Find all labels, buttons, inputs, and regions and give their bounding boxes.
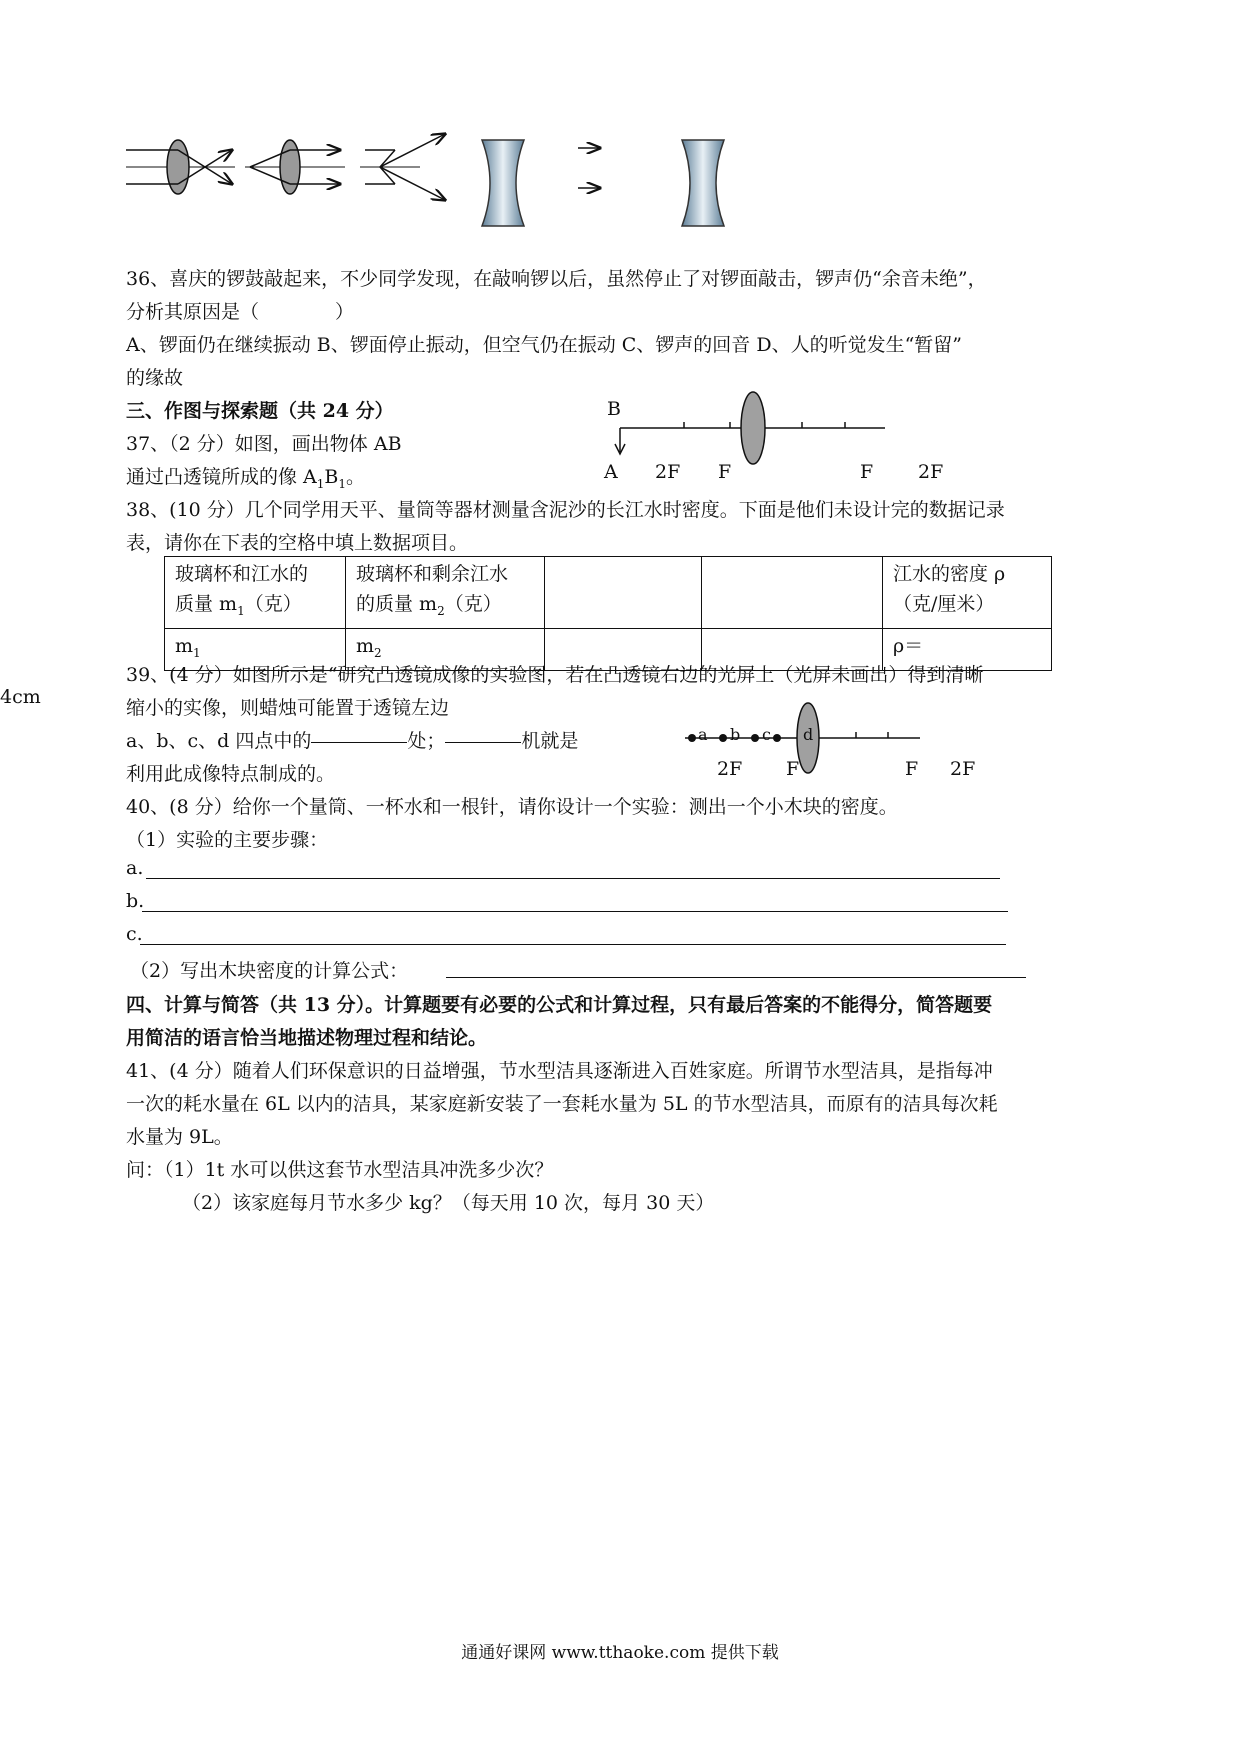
header-5-line1: 江水的密度 ρ (893, 563, 1006, 585)
q41-ask1: 问：（1）1t 水可以供这套节水型洁具冲洗多少次？ (126, 1159, 554, 1181)
q41-ask2: （2）该家庭每月节水多少 kg？（每天用 10 次，每月 30 天） (182, 1192, 715, 1214)
data-record-table (164, 556, 1052, 671)
q40-step-a-label: a. (126, 857, 144, 879)
q37-sub-1: 1 (316, 476, 325, 491)
header-1-sub: 1 (237, 603, 245, 618)
header-1-line1: 玻璃杯和江水的 (175, 563, 309, 585)
q39-line3 (126, 725, 1126, 758)
q41-line3: 水量为 9L。 (126, 1126, 233, 1148)
q36-line3: A、锣面仍在继续振动 B、锣面停止振动，但空气仍在振动 C、锣声的回音 D、人的听觉发生“暂留” (126, 334, 963, 356)
q39-point-d: d (803, 725, 814, 744)
table-header-row (165, 557, 1052, 629)
header-5-line2: （克/厘米） (893, 593, 995, 615)
q39-blank-2[interactable] (445, 742, 521, 743)
q40-formula-line[interactable] (446, 977, 1026, 978)
q39-line2: 缩小的实像，则蜡烛可能置于透镜左边 (126, 697, 450, 719)
q39-label-F-right: F (905, 758, 919, 780)
q39-line3-b: 处； (407, 730, 446, 752)
row-1-m: m (175, 634, 194, 657)
section3-title: 三、作图与探索题（共 24 分） (126, 400, 394, 422)
footer-source: 通通好课网 www.tthaoke.com 提供下载 (461, 1643, 779, 1663)
row-1-sub: 1 (193, 645, 201, 660)
q36-line1: 36、喜庆的锣鼓敲起来，不少同学发现，在敲响锣以后，虽然停止了对锣面敲击，锣声仍“余音未绝”， (126, 268, 987, 290)
q37-b: B (324, 466, 339, 488)
q40-step-b-label: b. (126, 890, 145, 912)
q40-step-b-line[interactable] (142, 911, 1008, 912)
section4-line2: 用简洁的语言恰当地描述物理过程和结论。 (126, 1027, 488, 1049)
q39-label-F-left: F (786, 758, 800, 780)
q37-line1: 37、（2 分）如图，画出物体 AB (126, 433, 402, 455)
q39-label-2F-left: 2F (717, 758, 743, 780)
concave-lens-2 (682, 140, 724, 226)
q40-step-title: （1）实验的主要步骤： (126, 829, 329, 851)
q39-line4: 利用此成像特点制成的。 (126, 763, 336, 785)
q41-line1: 41、(4 分）随着人们环保意识的日益增强，节水型洁具逐渐进入百姓家庭。所谓节水型洁具，是指每冲 (126, 1060, 993, 1082)
q40-line1: 40、(8 分）给你一个量筒、一杯水和一根针，请你设计一个实验：测出一个小木块的密度。 (126, 796, 898, 818)
header-2-m: 的质量 m (356, 593, 438, 615)
diverging-rays-diagram (360, 134, 445, 200)
header-2-line2 (356, 589, 534, 626)
q37-label-2F-left: 2F (655, 461, 681, 483)
q39-line3-c: 机就是 (521, 730, 579, 752)
row-2-sub: 2 (374, 645, 382, 660)
q37-sub-2: 1 (338, 476, 347, 491)
q40-step-c-line[interactable] (140, 944, 1006, 945)
q38-line1: 38、(10 分）几个同学用天平、量筒等器材测量含泥沙的长江水时密度。下面是他们未设计完的数据记录 (126, 499, 1005, 521)
header-2-line1: 玻璃杯和剩余江水 (356, 563, 509, 585)
q40-step-c-label: c. (126, 923, 143, 945)
q39-point-b: b (730, 725, 741, 744)
margin-note: 4cm (0, 686, 41, 708)
header-cell-3-blank[interactable] (545, 557, 702, 629)
convex-lens-diagram-1 (126, 140, 235, 194)
convex-lens-diagram-2 (245, 140, 345, 194)
lens-ray-diagrams (0, 0, 1240, 240)
q37-label-A: A (604, 461, 618, 483)
q39-blank-1[interactable] (311, 742, 407, 743)
q37-label-F-left: F (718, 461, 732, 483)
q39-point-a: a (698, 725, 708, 744)
header-2-unit: （克） (444, 593, 502, 615)
q38-line2: 表，请你在下表的空格中填上数据项目。 (126, 532, 469, 554)
incident-rays-small (578, 148, 600, 188)
header-cell-5 (883, 557, 1052, 629)
q37-period: 。 (346, 466, 366, 488)
q37-label-F-right: F (860, 461, 874, 483)
q36-line2: 分析其原因是（ ） (126, 301, 355, 323)
section4-line1: 四、计算与简答（共 13 分）。计算题要有必要的公式和计算过程，只有最后答案的不能得分，简答题要 (126, 994, 993, 1016)
q39-point-c: c (762, 725, 771, 744)
q36-line4: 的缘故 (126, 367, 184, 389)
q39-line3-a: a、b、c、d 四点中的 (126, 730, 312, 752)
q37-label-2F-right: 2F (918, 461, 944, 483)
header-1-m: 质量 m (175, 593, 238, 615)
q40-formula-label: （2）写出木块密度的计算公式： (130, 960, 409, 982)
header-cell-1 (165, 557, 346, 629)
header-1-unit: （克） (244, 593, 302, 615)
header-cell-2 (346, 557, 545, 629)
q39-label-2F-right: 2F (950, 758, 976, 780)
q39-line1: 39、(4 分）如图所示是“研究凸透镜成像的实验图，若在凸透镜右边的光屏上（光屏未画出）得到清晰 (126, 664, 984, 686)
q40-step-a-line[interactable] (146, 878, 1000, 879)
header-cell-4-blank[interactable] (702, 557, 883, 629)
header-1-line2 (175, 589, 335, 626)
concave-lens-1 (482, 140, 524, 226)
q37-label-B: B (607, 398, 621, 420)
q41-line2: 一次的耗水量在 6L 以内的洁具，某家庭新安装了一套耗水量为 5L 的节水型洁具，而原有的洁具每次耗 (126, 1093, 998, 1115)
header-2-sub: 2 (437, 603, 445, 618)
row-2-m: m (356, 634, 375, 657)
q37-line2-text: 通过凸透镜所成的像 A (126, 466, 317, 488)
row-cell-5: ρ＝ (883, 628, 1052, 670)
